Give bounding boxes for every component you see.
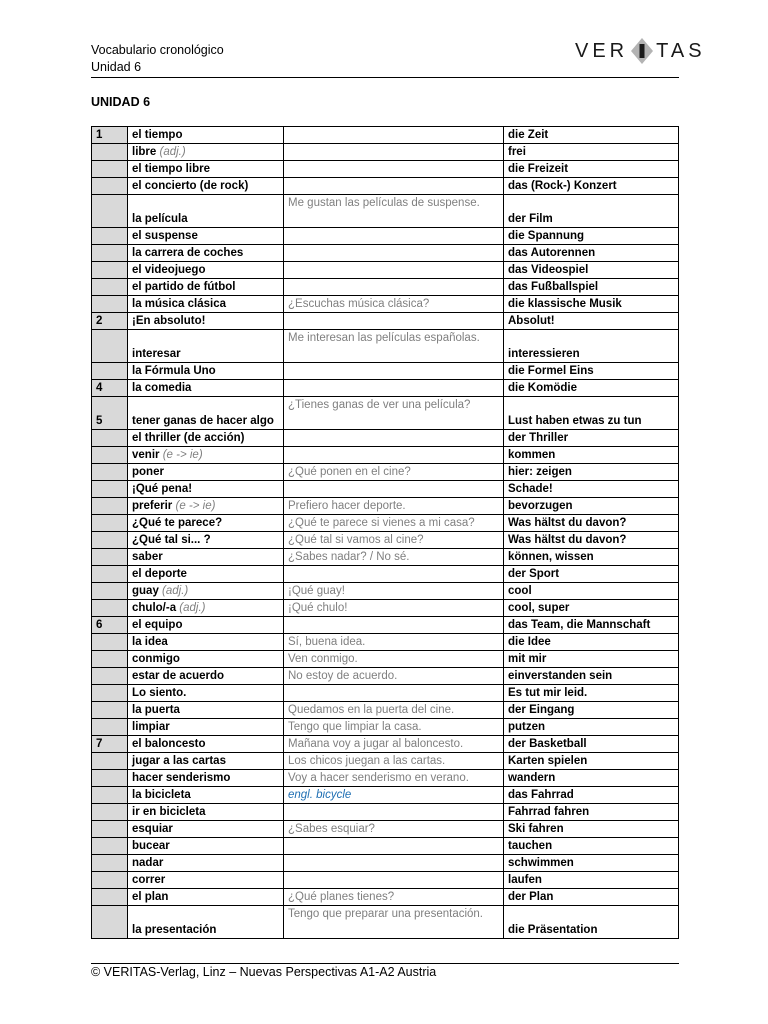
german-translation-cell: frei bbox=[504, 144, 679, 161]
section-number-cell bbox=[92, 195, 128, 228]
grammar-note: (e -> ie) bbox=[175, 500, 216, 512]
german-translation-cell: das Fahrrad bbox=[504, 787, 679, 804]
spanish-term: la bicicleta bbox=[132, 789, 191, 801]
german-translation-cell: bevorzugen bbox=[504, 498, 679, 515]
spanish-term: ¿Qué te parece? bbox=[132, 517, 223, 529]
table-row bbox=[92, 515, 679, 532]
section-number-cell bbox=[92, 515, 128, 532]
section-number-cell bbox=[92, 906, 128, 939]
spanish-term-cell bbox=[128, 855, 284, 872]
german-translation-cell: schwimmen bbox=[504, 855, 679, 872]
grammar-note: (adj.) bbox=[159, 146, 186, 158]
section-number-cell bbox=[92, 753, 128, 770]
spanish-term: Lo siento. bbox=[132, 687, 187, 699]
example-sentence-cell: Voy a hacer senderismo en verano. bbox=[284, 770, 504, 787]
german-translation-cell: der Plan bbox=[504, 889, 679, 906]
grammar-note: (e -> ie) bbox=[162, 449, 203, 461]
spanish-term-cell bbox=[128, 178, 284, 195]
table-row bbox=[92, 228, 679, 245]
table-row bbox=[92, 600, 679, 617]
spanish-term: el suspense bbox=[132, 230, 198, 242]
german-translation-cell: der Thriller bbox=[504, 430, 679, 447]
spanish-term: el concierto (de rock) bbox=[132, 180, 249, 192]
spanish-term-cell bbox=[128, 804, 284, 821]
spanish-term-cell bbox=[128, 770, 284, 787]
table-row bbox=[92, 178, 679, 195]
example-sentence-cell bbox=[284, 481, 504, 498]
header-divider bbox=[91, 77, 679, 78]
german-translation-cell: Was hältst du davon? bbox=[504, 532, 679, 549]
german-translation-cell: das Fußballspiel bbox=[504, 279, 679, 296]
spanish-term-cell bbox=[128, 838, 284, 855]
example-sentence-cell: ¿Qué te parece si vienes a mi casa? bbox=[284, 515, 504, 532]
table-row bbox=[92, 549, 679, 566]
spanish-term-cell bbox=[128, 313, 284, 330]
example-sentence-cell bbox=[284, 178, 504, 195]
example-sentence-cell: Prefiero hacer deporte. bbox=[284, 498, 504, 515]
spanish-term: interesar bbox=[132, 348, 181, 360]
section-number-cell: 4 bbox=[92, 380, 128, 397]
table-row bbox=[92, 651, 679, 668]
spanish-term: la idea bbox=[132, 636, 168, 648]
german-translation-cell: kommen bbox=[504, 447, 679, 464]
table-row bbox=[92, 363, 679, 380]
spanish-term: saber bbox=[132, 551, 163, 563]
spanish-term-cell bbox=[128, 787, 284, 804]
example-sentence-cell: Quedamos en la puerta del cine. bbox=[284, 702, 504, 719]
example-sentence-cell: ¿Qué tal si vamos al cine? bbox=[284, 532, 504, 549]
section-number-cell bbox=[92, 702, 128, 719]
spanish-term-cell bbox=[128, 447, 284, 464]
spanish-term-cell bbox=[128, 600, 284, 617]
spanish-term-cell bbox=[128, 702, 284, 719]
german-translation-cell: die Freizeit bbox=[504, 161, 679, 178]
example-sentence-cell bbox=[284, 127, 504, 144]
german-translation-cell: die Formel Eins bbox=[504, 363, 679, 380]
table-row bbox=[92, 668, 679, 685]
section-number-cell bbox=[92, 651, 128, 668]
spanish-term: el equipo bbox=[132, 619, 183, 631]
table-row bbox=[92, 144, 679, 161]
header-title: Vocabulario cronológico bbox=[91, 43, 224, 57]
example-sentence-cell: Tengo que preparar una presentación. bbox=[284, 906, 504, 939]
german-translation-cell: Fahrrad fahren bbox=[504, 804, 679, 821]
spanish-term: la presentación bbox=[132, 924, 217, 936]
spanish-term-cell bbox=[128, 515, 284, 532]
section-number-cell bbox=[92, 634, 128, 651]
table-row bbox=[92, 753, 679, 770]
spanish-term-cell bbox=[128, 566, 284, 583]
spanish-term: bucear bbox=[132, 840, 170, 852]
example-sentence-cell bbox=[284, 804, 504, 821]
section-number-cell bbox=[92, 161, 128, 178]
section-number-cell bbox=[92, 787, 128, 804]
section-number-cell bbox=[92, 498, 128, 515]
example-sentence-cell: ¿Escuchas música clásica? bbox=[284, 296, 504, 313]
spanish-term-cell bbox=[128, 144, 284, 161]
spanish-term-cell bbox=[128, 549, 284, 566]
unit-heading: UNIDAD 6 bbox=[91, 95, 151, 109]
table-row bbox=[92, 617, 679, 634]
german-translation-cell: die Präsentation bbox=[504, 906, 679, 939]
spanish-term: guay bbox=[132, 585, 159, 597]
example-sentence-cell bbox=[284, 855, 504, 872]
section-number-cell bbox=[92, 447, 128, 464]
german-translation-cell: mit mir bbox=[504, 651, 679, 668]
table-row bbox=[92, 583, 679, 600]
example-sentence-cell bbox=[284, 566, 504, 583]
section-number-cell bbox=[92, 804, 128, 821]
spanish-term: la comedia bbox=[132, 382, 192, 394]
table-row bbox=[92, 245, 679, 262]
spanish-term-cell bbox=[128, 397, 284, 430]
footer-divider bbox=[91, 963, 679, 964]
table-row bbox=[92, 195, 679, 228]
logo-text-left: VER bbox=[575, 39, 629, 62]
example-sentence-cell: ¿Sabes esquiar? bbox=[284, 821, 504, 838]
spanish-term: el baloncesto bbox=[132, 738, 206, 750]
table-row bbox=[92, 702, 679, 719]
spanish-term-cell bbox=[128, 753, 284, 770]
section-number-cell: 1 bbox=[92, 127, 128, 144]
spanish-term-cell bbox=[128, 430, 284, 447]
spanish-term: preferir bbox=[132, 500, 173, 512]
example-sentence-cell: ¿Tienes ganas de ver una película? bbox=[284, 397, 504, 430]
example-sentence-cell bbox=[284, 161, 504, 178]
german-translation-cell: Karten spielen bbox=[504, 753, 679, 770]
spanish-term: la música clásica bbox=[132, 298, 226, 310]
spanish-term: el tiempo libre bbox=[132, 163, 210, 175]
spanish-term-cell bbox=[128, 719, 284, 736]
german-translation-cell: einverstanden sein bbox=[504, 668, 679, 685]
spanish-term-cell bbox=[128, 161, 284, 178]
example-sentence-cell bbox=[284, 279, 504, 296]
section-number-cell: 7 bbox=[92, 736, 128, 753]
german-translation-cell: können, wissen bbox=[504, 549, 679, 566]
spanish-term-cell bbox=[128, 617, 284, 634]
table-row bbox=[92, 770, 679, 787]
section-number-cell bbox=[92, 566, 128, 583]
section-number-cell bbox=[92, 262, 128, 279]
section-number-cell bbox=[92, 532, 128, 549]
table-row bbox=[92, 719, 679, 736]
example-sentence-cell bbox=[284, 685, 504, 702]
table-row bbox=[92, 634, 679, 651]
example-sentence-cell bbox=[284, 838, 504, 855]
german-translation-cell: der Film bbox=[504, 195, 679, 228]
table-row bbox=[92, 685, 679, 702]
example-sentence-cell bbox=[284, 617, 504, 634]
german-translation-cell: Es tut mir leid. bbox=[504, 685, 679, 702]
example-sentence-cell bbox=[284, 872, 504, 889]
spanish-term-cell bbox=[128, 363, 284, 380]
german-translation-cell: wandern bbox=[504, 770, 679, 787]
german-translation-cell: der Basketball bbox=[504, 736, 679, 753]
example-sentence-cell bbox=[284, 447, 504, 464]
section-number-cell bbox=[92, 889, 128, 906]
veritas-logo bbox=[575, 38, 706, 64]
example-sentence-cell: Ven conmigo. bbox=[284, 651, 504, 668]
section-number-cell: 2 bbox=[92, 313, 128, 330]
spanish-term: libre bbox=[132, 146, 157, 158]
german-translation-cell: die klassische Musik bbox=[504, 296, 679, 313]
example-sentence-cell: Me interesan las películas españolas. bbox=[284, 330, 504, 363]
section-number-cell bbox=[92, 330, 128, 363]
spanish-term: la película bbox=[132, 213, 188, 225]
table-row bbox=[92, 787, 679, 804]
table-row bbox=[92, 481, 679, 498]
example-sentence-cell: Los chicos juegan a las cartas. bbox=[284, 753, 504, 770]
spanish-term: hacer senderismo bbox=[132, 772, 231, 784]
section-number-cell bbox=[92, 821, 128, 838]
spanish-term: ir en bicicleta bbox=[132, 806, 206, 818]
section-number-cell bbox=[92, 770, 128, 787]
section-number-cell bbox=[92, 245, 128, 262]
spanish-term: ¿Qué tal si... ? bbox=[132, 534, 211, 546]
table-row bbox=[92, 464, 679, 481]
spanish-term-cell bbox=[128, 736, 284, 753]
example-sentence-cell: No estoy de acuerdo. bbox=[284, 668, 504, 685]
example-sentence-cell: ¿Qué planes tienes? bbox=[284, 889, 504, 906]
section-number-cell bbox=[92, 430, 128, 447]
spanish-term: el deporte bbox=[132, 568, 187, 580]
section-number-cell: 6 bbox=[92, 617, 128, 634]
spanish-term: ¡En absoluto! bbox=[132, 315, 206, 327]
spanish-term: la carrera de coches bbox=[132, 247, 244, 259]
german-translation-cell: interessieren bbox=[504, 330, 679, 363]
example-sentence-cell bbox=[284, 430, 504, 447]
german-translation-cell: putzen bbox=[504, 719, 679, 736]
section-number-cell bbox=[92, 685, 128, 702]
german-translation-cell: cool, super bbox=[504, 600, 679, 617]
table-row bbox=[92, 736, 679, 753]
table-row bbox=[92, 447, 679, 464]
spanish-term-cell bbox=[128, 685, 284, 702]
section-number-cell bbox=[92, 464, 128, 481]
table-row bbox=[92, 262, 679, 279]
spanish-term-cell bbox=[128, 532, 284, 549]
table-row bbox=[92, 430, 679, 447]
spanish-term-cell bbox=[128, 245, 284, 262]
german-translation-cell: die Idee bbox=[504, 634, 679, 651]
spanish-term: jugar a las cartas bbox=[132, 755, 226, 767]
table-row bbox=[92, 821, 679, 838]
example-sentence-cell: Tengo que limpiar la casa. bbox=[284, 719, 504, 736]
spanish-term: chulo/-a bbox=[132, 602, 177, 614]
spanish-term-cell bbox=[128, 668, 284, 685]
table-row bbox=[92, 532, 679, 549]
table-row bbox=[92, 566, 679, 583]
table-row bbox=[92, 906, 679, 939]
example-sentence-cell: ¿Qué ponen en el cine? bbox=[284, 464, 504, 481]
german-translation-cell: das Autorennen bbox=[504, 245, 679, 262]
section-number-cell bbox=[92, 144, 128, 161]
section-number-cell bbox=[92, 279, 128, 296]
spanish-term-cell bbox=[128, 262, 284, 279]
german-translation-cell: Lust haben etwas zu tun bbox=[504, 397, 679, 430]
spanish-term: limpiar bbox=[132, 721, 170, 733]
example-sentence-cell bbox=[284, 144, 504, 161]
german-translation-cell: die Spannung bbox=[504, 228, 679, 245]
spanish-term-cell bbox=[128, 380, 284, 397]
spanish-term: el partido de fútbol bbox=[132, 281, 236, 293]
example-sentence-cell: ¡Qué guay! bbox=[284, 583, 504, 600]
example-sentence-cell: engl. bicycle bbox=[284, 787, 504, 804]
spanish-term: tener ganas de hacer algo bbox=[132, 415, 274, 427]
section-number-cell bbox=[92, 228, 128, 245]
spanish-term: esquiar bbox=[132, 823, 173, 835]
section-number-cell bbox=[92, 481, 128, 498]
section-number-cell bbox=[92, 838, 128, 855]
table-row bbox=[92, 889, 679, 906]
german-translation-cell: Absolut! bbox=[504, 313, 679, 330]
spanish-term-cell bbox=[128, 906, 284, 939]
spanish-term-cell bbox=[128, 872, 284, 889]
spanish-term: la puerta bbox=[132, 704, 180, 716]
spanish-term-cell bbox=[128, 634, 284, 651]
table-row bbox=[92, 279, 679, 296]
footer-copyright: © VERITAS-Verlag, Linz – Nuevas Perspectivas A1-A2 Austria bbox=[91, 965, 437, 979]
spanish-term-cell bbox=[128, 481, 284, 498]
section-number-cell bbox=[92, 600, 128, 617]
spanish-term: el thriller (de acción) bbox=[132, 432, 245, 444]
spanish-term: el plan bbox=[132, 891, 169, 903]
german-translation-cell: das (Rock-) Konzert bbox=[504, 178, 679, 195]
spanish-term: correr bbox=[132, 874, 166, 886]
table-row bbox=[92, 330, 679, 363]
example-sentence-cell bbox=[284, 380, 504, 397]
example-sentence-cell bbox=[284, 363, 504, 380]
vocabulary-table bbox=[91, 126, 679, 939]
german-translation-cell: Ski fahren bbox=[504, 821, 679, 838]
section-number-cell bbox=[92, 719, 128, 736]
german-translation-cell: der Sport bbox=[504, 566, 679, 583]
spanish-term-cell bbox=[128, 296, 284, 313]
table-row bbox=[92, 127, 679, 144]
grammar-note: (adj.) bbox=[179, 602, 206, 614]
spanish-term-cell bbox=[128, 127, 284, 144]
table-row bbox=[92, 872, 679, 889]
spanish-term: conmigo bbox=[132, 653, 180, 665]
german-translation-cell: laufen bbox=[504, 872, 679, 889]
spanish-term: el videojuego bbox=[132, 264, 206, 276]
logo-text-right: TAS bbox=[656, 39, 706, 62]
section-number-cell bbox=[92, 583, 128, 600]
section-number-cell bbox=[92, 872, 128, 889]
header-title-block bbox=[91, 42, 224, 76]
table-row bbox=[92, 380, 679, 397]
logo-diamond-icon bbox=[631, 38, 653, 64]
example-sentence-cell: Mañana voy a jugar al baloncesto. bbox=[284, 736, 504, 753]
spanish-term-cell bbox=[128, 228, 284, 245]
spanish-term-cell bbox=[128, 498, 284, 515]
spanish-term: poner bbox=[132, 466, 164, 478]
german-translation-cell: das Videospiel bbox=[504, 262, 679, 279]
spanish-term-cell bbox=[128, 279, 284, 296]
spanish-term: el tiempo bbox=[132, 129, 183, 141]
section-number-cell: 5 bbox=[92, 397, 128, 430]
table-row bbox=[92, 804, 679, 821]
spanish-term: venir bbox=[132, 449, 160, 461]
header-subtitle: Unidad 6 bbox=[91, 60, 142, 74]
spanish-term-cell bbox=[128, 889, 284, 906]
table-row bbox=[92, 838, 679, 855]
example-sentence-cell bbox=[284, 228, 504, 245]
spanish-term-cell bbox=[128, 464, 284, 481]
example-sentence-cell bbox=[284, 245, 504, 262]
spanish-term-cell bbox=[128, 583, 284, 600]
section-number-cell bbox=[92, 363, 128, 380]
spanish-term-cell bbox=[128, 330, 284, 363]
german-translation-cell: cool bbox=[504, 583, 679, 600]
german-translation-cell: die Komödie bbox=[504, 380, 679, 397]
example-sentence-cell: Me gustan las películas de suspense. bbox=[284, 195, 504, 228]
section-number-cell bbox=[92, 178, 128, 195]
table-row bbox=[92, 397, 679, 430]
section-number-cell bbox=[92, 668, 128, 685]
example-sentence-cell: ¿Sabes nadar? / No sé. bbox=[284, 549, 504, 566]
spanish-term: estar de acuerdo bbox=[132, 670, 225, 682]
example-sentence-cell bbox=[284, 313, 504, 330]
table-row bbox=[92, 161, 679, 178]
spanish-term: ¡Qué pena! bbox=[132, 483, 193, 495]
vocabulary-table-body bbox=[92, 127, 679, 939]
example-sentence-cell: Sí, buena idea. bbox=[284, 634, 504, 651]
section-number-cell bbox=[92, 296, 128, 313]
spanish-term-cell bbox=[128, 651, 284, 668]
german-translation-cell: der Eingang bbox=[504, 702, 679, 719]
german-translation-cell: hier: zeigen bbox=[504, 464, 679, 481]
spanish-term: la Fórmula Uno bbox=[132, 365, 216, 377]
spanish-term-cell bbox=[128, 195, 284, 228]
german-translation-cell: tauchen bbox=[504, 838, 679, 855]
section-number-cell bbox=[92, 855, 128, 872]
table-row bbox=[92, 313, 679, 330]
german-translation-cell: Was hältst du davon? bbox=[504, 515, 679, 532]
spanish-term: nadar bbox=[132, 857, 164, 869]
table-row bbox=[92, 498, 679, 515]
table-row bbox=[92, 855, 679, 872]
example-sentence-cell bbox=[284, 262, 504, 279]
german-translation-cell: das Team, die Mannschaft bbox=[504, 617, 679, 634]
german-translation-cell: die Zeit bbox=[504, 127, 679, 144]
german-translation-cell: Schade! bbox=[504, 481, 679, 498]
example-sentence-cell: ¡Qué chulo! bbox=[284, 600, 504, 617]
spanish-term-cell bbox=[128, 821, 284, 838]
grammar-note: (adj.) bbox=[162, 585, 189, 597]
section-number-cell bbox=[92, 549, 128, 566]
table-row bbox=[92, 296, 679, 313]
